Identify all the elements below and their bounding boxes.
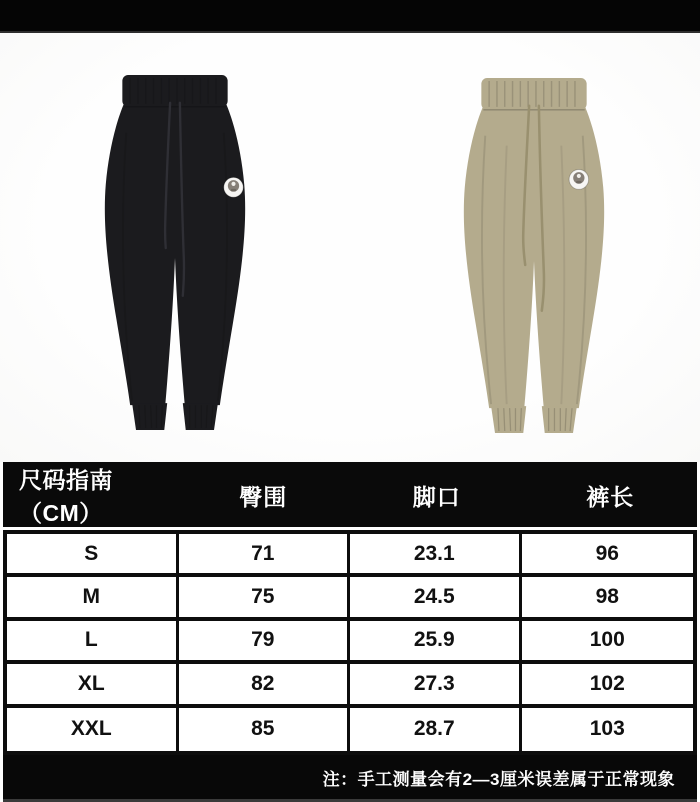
cell-length: 98	[595, 585, 619, 609]
measurement-note: 注：手工测量会有2—3厘米误差属于正常现象	[322, 769, 675, 789]
column-header-hip: 臀围	[239, 483, 288, 510]
cell-hip: 85	[179, 708, 351, 751]
column-header-leg-opening: 脚口	[412, 483, 461, 510]
cell-hip: 75	[179, 577, 351, 616]
black-pants-illustration	[97, 73, 253, 431]
measurement-note-bar	[3, 755, 697, 802]
brand-badge-icon	[224, 177, 244, 197]
khaki-pants-illustration	[456, 76, 612, 434]
cell-hip: 79	[179, 621, 351, 660]
top-banner	[0, 0, 700, 33]
cell-length: 100	[589, 628, 625, 652]
cell-hip: 82	[179, 664, 351, 703]
size-chart-title: 尺码指南（CM）	[19, 467, 113, 526]
cell-size: S	[7, 534, 179, 573]
cell-length: 96	[595, 541, 619, 565]
table-row-l	[7, 621, 693, 664]
size-chart-table	[3, 530, 697, 755]
cell-size: XXL	[7, 708, 179, 751]
cell-leg-opening: 28.7	[350, 708, 522, 751]
table-row-xxl	[7, 708, 693, 751]
cell-leg-opening: 27.3	[350, 664, 522, 703]
product-photo-black-pants	[97, 73, 253, 431]
column-header-length: 裤长	[586, 483, 635, 510]
size-chart-header-row	[3, 462, 697, 527]
cell-length: 103	[589, 717, 625, 741]
brand-badge-icon	[569, 169, 589, 189]
cell-leg-opening: 23.1	[350, 534, 522, 573]
cell-size: M	[7, 577, 179, 616]
cell-leg-opening: 24.5	[350, 577, 522, 616]
table-row-xl	[7, 664, 693, 707]
cell-hip: 71	[179, 534, 351, 573]
table-row-s	[7, 534, 693, 577]
product-photo-khaki-pants	[456, 76, 612, 434]
product-photo-area	[0, 33, 700, 462]
cell-size: XL	[7, 664, 179, 703]
table-row-m	[7, 577, 693, 620]
cell-leg-opening: 25.9	[350, 621, 522, 660]
cell-size: L	[7, 621, 179, 660]
cell-length: 102	[589, 671, 625, 695]
